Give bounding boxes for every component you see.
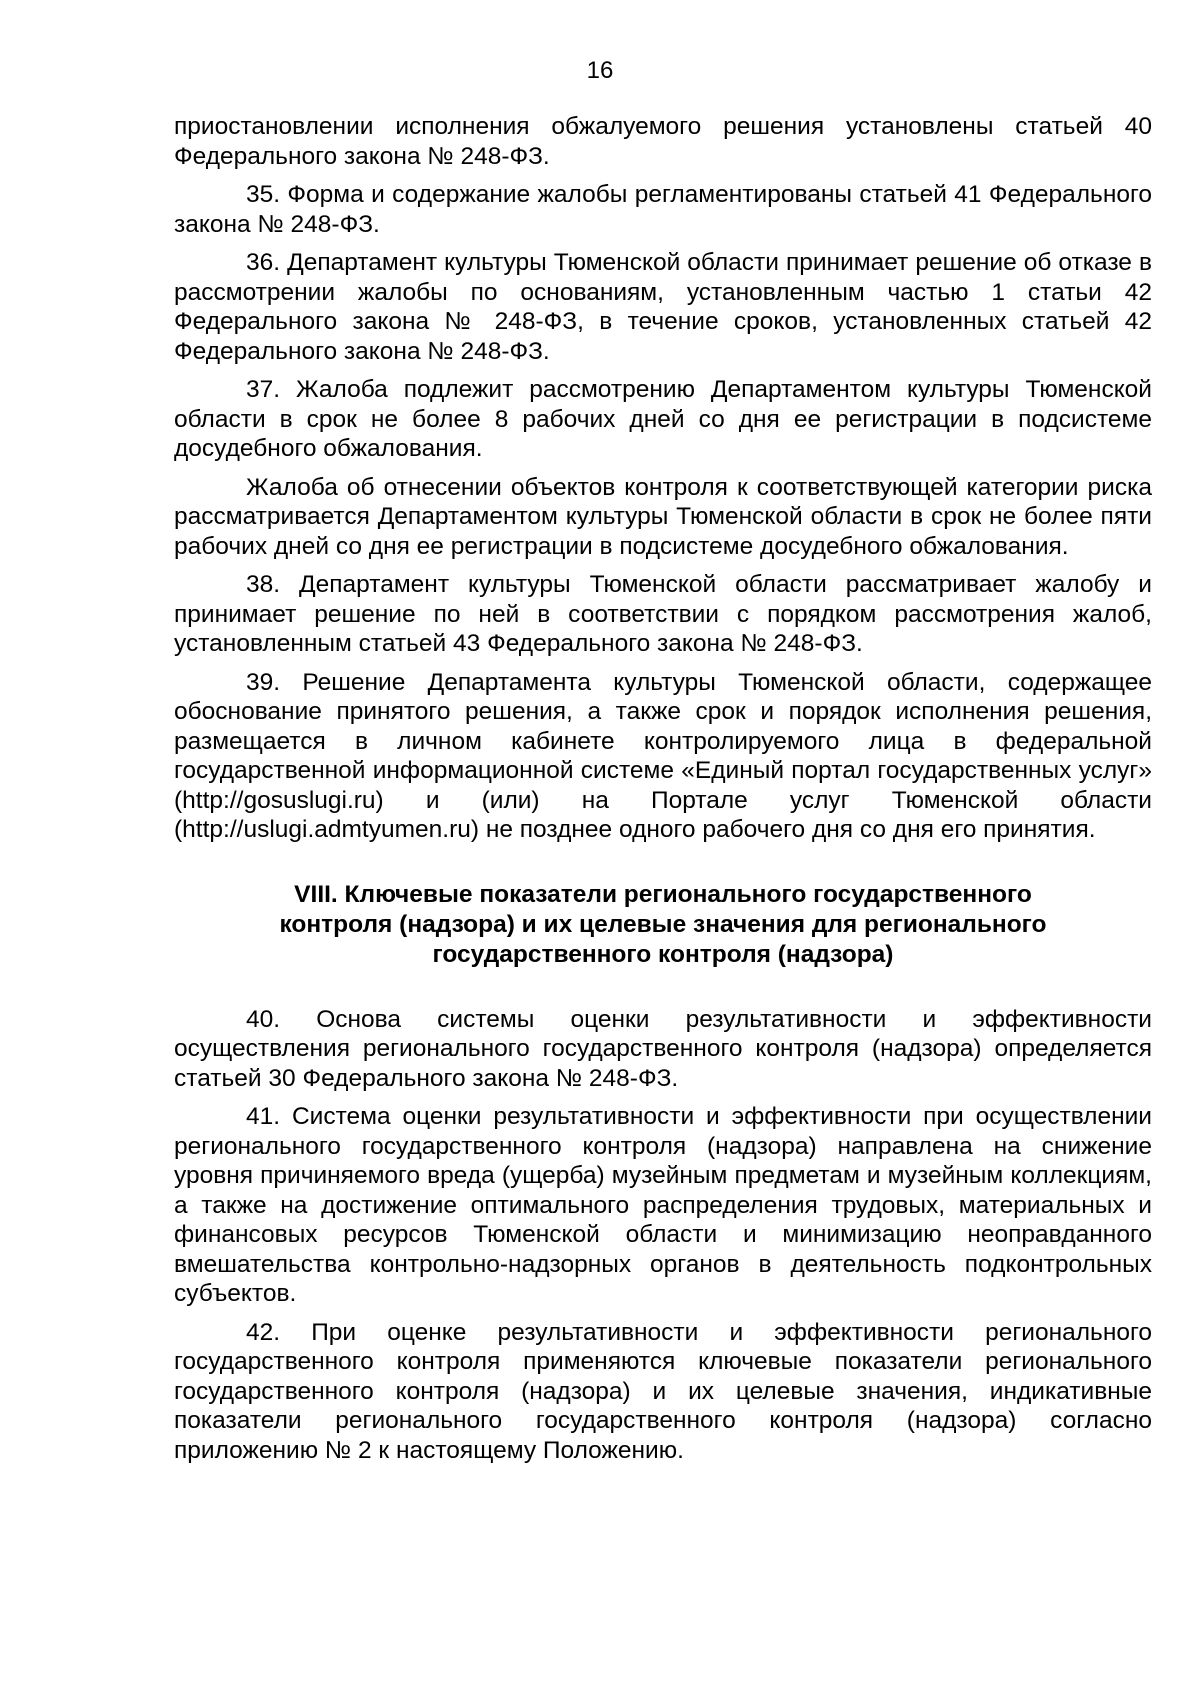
paragraph-41: 41. Система оценки результативности и эффективности при осуществлении регионального государственного контроля (надзора) направлена на снижение уровня причиняемого вреда (ущерба) музейным предметам и музейным коллекциям, а также на достижение оптимального распределения трудовых, материальных и финансовых ресурсов Тюменской области и минимизацию неоправданного вмешательства контрольно-надзорных органов в деятельность подконтрольных субъектов. xyxy=(174,1103,1152,1307)
paragraph-37-category-risk: Жалоба об отнесении объектов контроля к соответствующей категории риска рассматривается Департаментом культуры Тюменской области в срок не более пяти рабочих дней со дня ее регистрации в подсистеме досудебного обжалования. xyxy=(174,473,1152,560)
page-number: 16 xyxy=(586,57,614,84)
paragraph-39: 39. Решение Департамента культуры Тюменской области, содержащее обоснование принятого решения, а также срок и порядок исполнения решения, размещается в личном кабинете контролируемого лица в федеральной государственной информационной системе «Единый портал государственных услуг» (http://gosuslugi.ru) и (или) на Портале услуг Тюменской области (http://uslugi.admtyumen.ru) не позднее одного рабочего дня со дня его принятия. xyxy=(174,668,1152,843)
paragraph-38: 38. Департамент культуры Тюменской области рассматривает жалобу и принимает решение по ней в соответствии с порядком рассмотрения жалоб, установленным статьей 43 Федерального закона № 248-ФЗ. xyxy=(174,571,1152,657)
paragraph-continuation: приостановлении исполнения обжалуемого решения установлены статьей 40 Федерального закона № 248-ФЗ. xyxy=(174,113,1152,170)
paragraph-37: 37. Жалоба подлежит рассмотрению Департаментом культуры Тюменской области в срок не более 8 рабочих дней со дня ее регистрации в подсистеме досудебного обжалования. xyxy=(174,376,1152,462)
section-heading xyxy=(174,880,1152,970)
paragraphs-before-heading xyxy=(174,112,1152,845)
paragraph-40: 40. Основа системы оценки результативности и эффективности осуществления регионального государственного контроля (надзора) определяется статьей 30 Федерального закона № 248-ФЗ. xyxy=(174,1005,1152,1092)
paragraph-35: 35. Форма и содержание жалобы регламентированы статьей 41 Федерального закона № 248-ФЗ. xyxy=(174,181,1152,238)
section-heading-line-1: VIII. Ключевые показатели регионального государственного xyxy=(294,880,1032,908)
section-heading-line-3: государственного контроля (надзора) xyxy=(432,940,894,968)
document-body xyxy=(174,112,1152,1474)
paragraph-42: 42. При оценке результативности и эффективности регионального государственного контроля применяются ключевые показатели регионального государственного контроля (надзора) и их целевые значения, индикативные показатели регионального государственного контроля (надзора) согласно приложению № 2 к настоящему Положению. xyxy=(174,1318,1152,1464)
paragraph-36: 36. Департамент культуры Тюменской области принимает решение об отказе в рассмотрении жалобы по основаниям, установленным частью 1 статьи 42 Федерального закона № 248-ФЗ, в течение сроков, установленных статьей 42 Федерального закона № 248-ФЗ. xyxy=(174,249,1152,365)
paragraphs-after-heading xyxy=(174,1005,1152,1466)
section-heading-line-2: контроля (надзора) и их целевые значения для регионального xyxy=(279,910,1047,938)
